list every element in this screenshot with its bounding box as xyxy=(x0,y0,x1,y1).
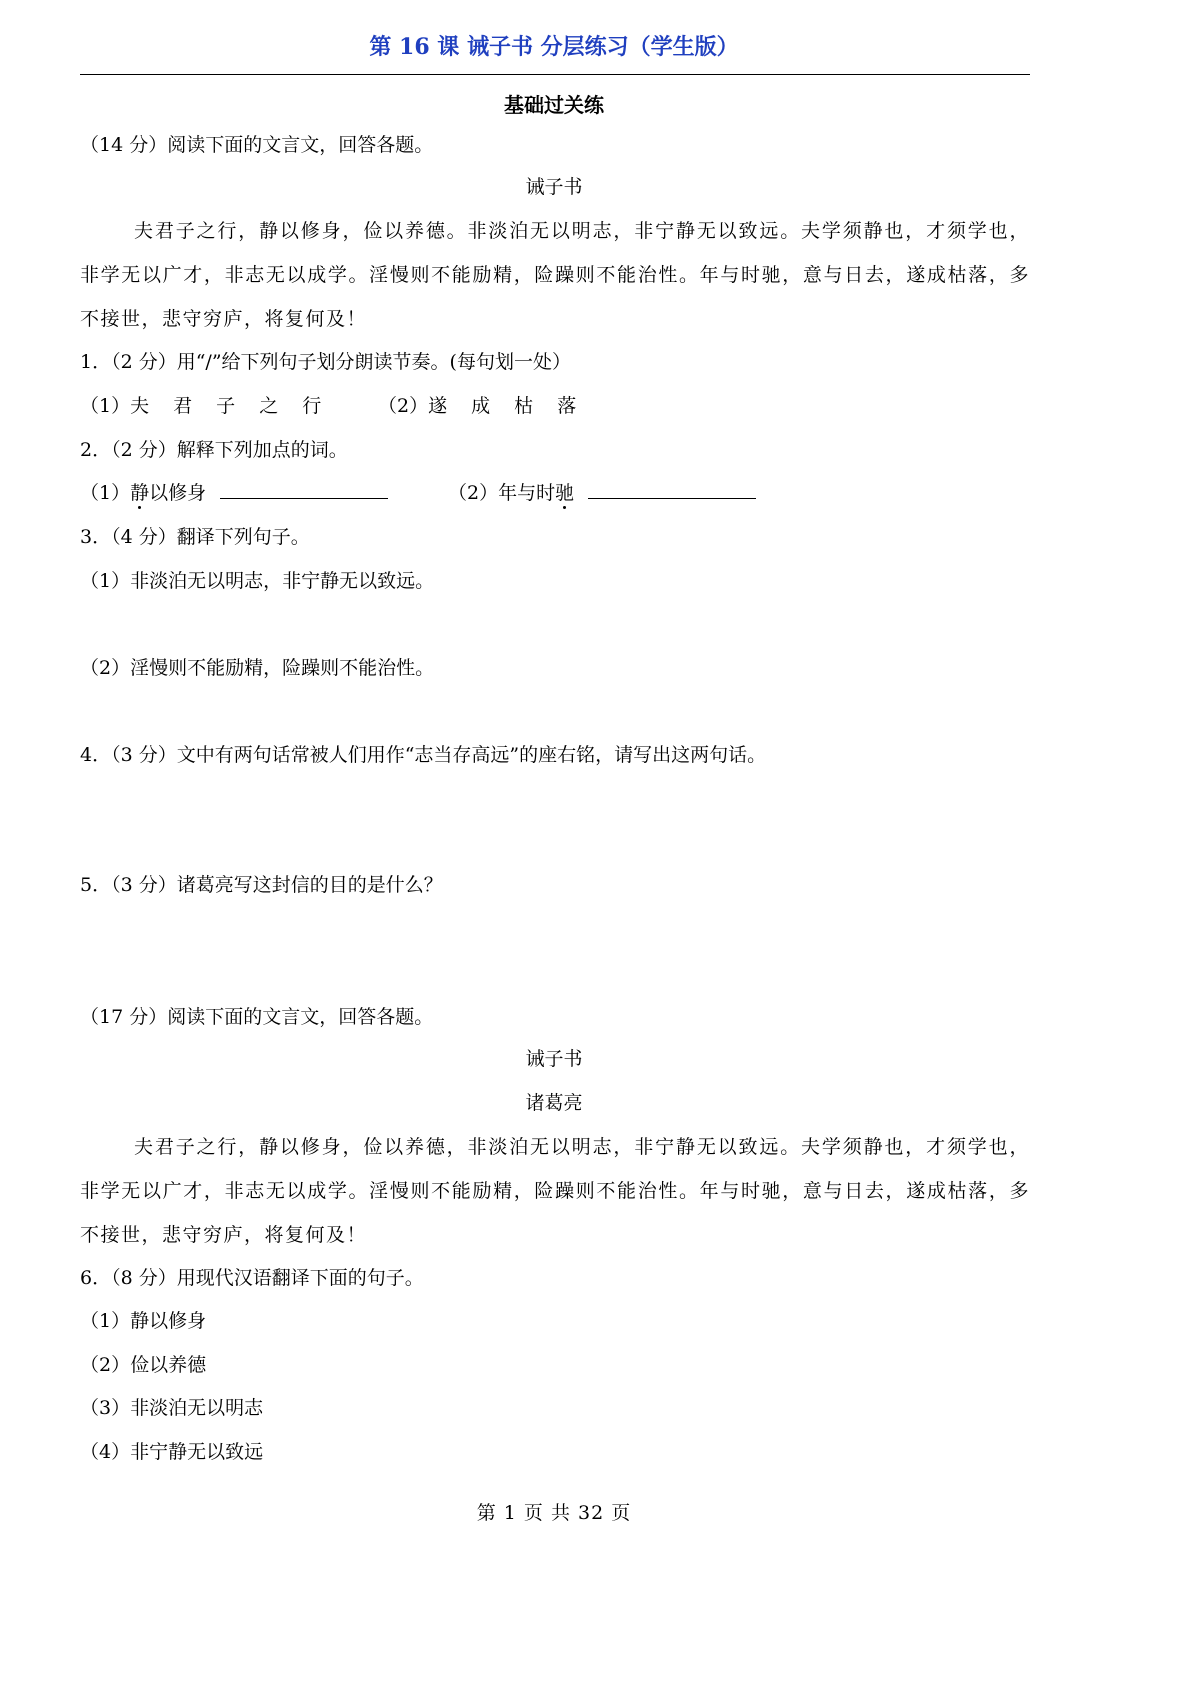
q5-stem: 5．（3 分）诸葛亮写这封信的目的是什么？ xyxy=(80,874,443,896)
section-title: 基础过关练 xyxy=(504,93,604,117)
q3-item-1: （1）非淡泊无以明志，非宁静无以致远。 xyxy=(80,570,435,592)
q2-item-1 xyxy=(80,476,388,508)
q2-item-2-pre: 年与时 xyxy=(498,482,556,504)
q2-item-1-dotted-word: 静 xyxy=(130,482,150,504)
part1-passage: 夫君子之行，静以修身，俭以养德。非淡泊无以明志，非宁静无以致远。夫学须静也，才须学也，非学无以广才，非志无以成学。淫慢则不能励精，险躁则不能治性。年与时驰，意与日去，遂成枯落，多不接世，悲守穷庐，将复何及！ xyxy=(80,220,1030,330)
q1-stem: 1．（2 分）用“/”给下列句子划分朗读节奏。(每句划一处） xyxy=(80,351,571,373)
q1-item-1-number: （1） xyxy=(80,395,131,417)
q6-item-4: （4）非宁静无以致远 xyxy=(80,1441,264,1463)
q2-stem: 2．（2 分）解释下列加点的词。 xyxy=(80,439,348,461)
q6-item-1: （1）静以修身 xyxy=(80,1310,207,1332)
document-title: 第 16 课 诫子书 分层练习（学生版） xyxy=(369,34,739,60)
q3-item-2: （2）淫慢则不能励精，险躁则不能治性。 xyxy=(80,657,435,679)
q6-stem: 6．（8 分）用现代汉语翻译下面的句子。 xyxy=(80,1267,424,1289)
q6-item-3: （3）非淡泊无以明志 xyxy=(80,1397,264,1419)
q2-item-2-number: （2） xyxy=(448,482,499,504)
q2-item-2-dotted-word: 驰 xyxy=(555,482,575,504)
q2-item-2 xyxy=(448,476,756,508)
part1-passage-title: 诫子书 xyxy=(525,176,583,198)
part2-passage: 夫君子之行，静以修身，俭以养德，非淡泊无以明志，非宁静无以致远。夫学须静也，才须学也，非学无以广才，非志无以成学。淫慢则不能励精，险躁则不能治性。年与时驰，意与日去，遂成枯落，多不接世，悲守穷庐，将复何及！ xyxy=(80,1136,1030,1246)
q2-item-1-number: （1） xyxy=(80,482,131,504)
part2-passage-author: 诸葛亮 xyxy=(525,1092,583,1114)
q1-item-2-text: 遂 成 枯 落 xyxy=(428,395,586,417)
part1-intro: （14 分）阅读下面的文言文，回答各题。 xyxy=(80,134,434,156)
part2-intro: （17 分）阅读下面的文言文，回答各题。 xyxy=(80,1006,434,1028)
q2-answer-blank-1[interactable] xyxy=(220,476,388,499)
header-divider xyxy=(80,74,1030,75)
q3-stem: 3．（4 分）翻译下列句子。 xyxy=(80,526,310,548)
q2-item-1-rest: 以修身 xyxy=(149,482,207,504)
page-footer: 第 1 页 共 32 页 xyxy=(476,1502,632,1524)
q1-item-2 xyxy=(378,391,585,421)
q2-answer-blank-2[interactable] xyxy=(588,476,756,499)
q4-stem: 4．（3 分）文中有两句话常被人们用作“志当存高远”的座右铭，请写出这两句话。 xyxy=(80,744,767,766)
part2-passage-title: 诫子书 xyxy=(525,1048,583,1070)
q1-item-2-number: （2） xyxy=(378,395,429,417)
q1-item-1 xyxy=(80,391,330,421)
q6-item-2: （2）俭以养德 xyxy=(80,1354,207,1376)
q1-item-1-text: 夫 君 子 之 行 xyxy=(130,395,331,417)
